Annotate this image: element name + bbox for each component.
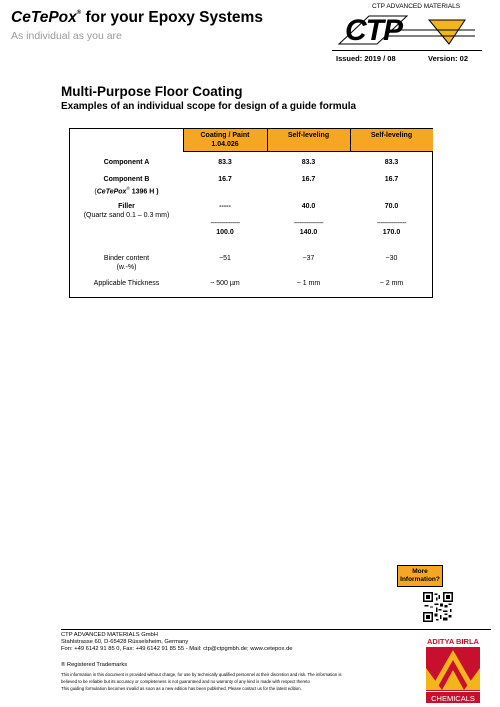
row-sublabel-component-b	[70, 185, 183, 197]
brand-inline: CeTePox	[96, 188, 127, 196]
col-header-self-leveling-1: Self-leveling	[287, 132, 330, 139]
issued-date: Issued: 2019 / 08	[336, 54, 396, 63]
sum-separator: ----------------	[293, 220, 324, 227]
version: Version: 02	[428, 54, 469, 63]
row-label-component-a: Component A	[103, 159, 150, 166]
ctp-logo	[337, 10, 477, 48]
cell-value: ~51	[219, 255, 231, 262]
col-header-coating-code: 1.04.026	[211, 141, 239, 148]
brand-reg-mark: ®	[76, 10, 82, 16]
row-label-filler: Filler	[118, 203, 135, 210]
footer-contact: Fon: +49 6142 91 85 0, Fax: +49 6142 91 85 55 - Mail: ctp@ctpgmbh.de; www.cetepox.de	[61, 646, 293, 652]
footer-rule	[61, 629, 491, 630]
ctp-logo-text: CTP	[345, 14, 402, 47]
brand-title	[11, 9, 263, 27]
cell-value: 83.3	[301, 159, 316, 166]
footer-trademark: ® Registered Trademarks	[61, 662, 128, 668]
sum-separator: ----------------	[376, 220, 407, 227]
cell-value: ~ 1 mm	[296, 280, 321, 287]
total-value: 100.0	[216, 229, 234, 236]
more-info-line1: More	[412, 568, 428, 575]
reg-mark: ®	[126, 186, 130, 191]
formula-table	[69, 128, 433, 298]
more-information-button[interactable]	[397, 565, 443, 587]
cell-value: 70.0	[384, 203, 399, 210]
cell-value: 16.7	[218, 176, 232, 183]
hardener-code: 1396 H )	[129, 188, 159, 196]
cell-value: 83.3	[384, 159, 399, 166]
sum-separator: ----------------	[210, 220, 240, 227]
brand-name: CeTePox	[11, 9, 77, 26]
more-info-line2: Information?	[400, 576, 440, 583]
col-header-self-leveling-2: Self-leveling	[370, 132, 413, 139]
aditya-birla-text: ADITYA BIRLA	[427, 637, 479, 646]
header-rule	[332, 50, 482, 51]
row-label-thickness: Applicable Thickness	[93, 280, 160, 287]
aditya-chemicals-text: CHEMICALS	[431, 694, 475, 703]
company-label: CTP ADVANCED MATERIALS	[372, 3, 461, 10]
footer-disclaimer-2: believed to be reliable but its accuracy or completeness is not guaranteed and no warranty of any kind is made with respect thereto	[61, 679, 310, 684]
page-title: Multi-Purpose Floor Coating	[61, 84, 243, 99]
cell-value: 40.0	[301, 203, 316, 210]
cell-value: 16.7	[384, 176, 399, 183]
total-value: 170.0	[382, 229, 401, 236]
brand-tagline: As individual as you are	[11, 30, 122, 42]
aditya-birla-logo	[422, 636, 484, 704]
cell-value: ~30	[385, 255, 398, 262]
row-sublabel-binder: (w.-%)	[116, 264, 137, 271]
cell-value: ~ 500 µm	[210, 280, 240, 287]
cell-value: ~ 2 mm	[379, 280, 404, 287]
page-subtitle: Examples of an individual scope for design of a guide formula	[61, 101, 357, 112]
total-value: 140.0	[299, 229, 318, 236]
footer-disclaimer-1: This information in this document is provided without charge, for use by technically qualified personnel at their discretion and risk. The information is	[61, 672, 342, 677]
cell-value: ~37	[302, 255, 315, 262]
col-header-coating: Coating / Paint	[200, 132, 250, 139]
row-sublabel-filler: (Quartz sand 0.1 – 0.3 mm)	[83, 212, 170, 219]
footer-company: CTP ADVANCED MATERIALS GmbH	[61, 632, 158, 638]
cell-value: 16.7	[301, 176, 316, 183]
paren-open: (	[94, 188, 97, 196]
brand-title-rest: for your Epoxy Systems	[81, 9, 263, 26]
cell-value: -----	[219, 203, 231, 210]
row-label-component-b: Component B	[103, 176, 150, 183]
footer-address: Stahlstrasse 60, D-65428 Rüsselsheim, Germany	[61, 639, 189, 645]
row-label-binder: Binder content	[103, 255, 150, 262]
footer-disclaimer-3: This guiding formulation becomes invalid as soon as a new edition has been published. Please contact us for the latest edition.	[61, 686, 302, 691]
cell-value: 83.3	[218, 159, 232, 166]
qr-code-icon[interactable]	[423, 592, 453, 622]
